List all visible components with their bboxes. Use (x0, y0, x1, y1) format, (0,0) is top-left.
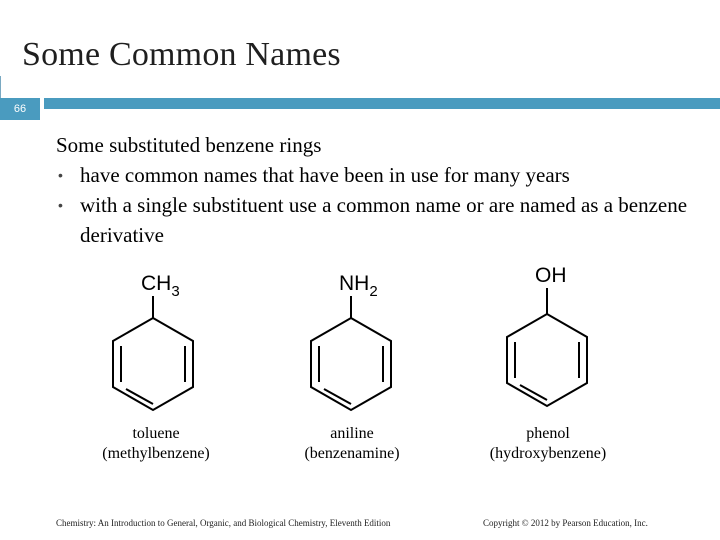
bullet-icon: • (58, 167, 63, 183)
molecule-alt-name: (methylbenzene) (102, 445, 210, 462)
molecule-alt-name: (benzenamine) (304, 445, 400, 462)
phenol-structure (490, 262, 610, 412)
bullet-item-2 (56, 190, 696, 250)
substituent-label: CH (141, 272, 172, 295)
slide-number: 66 (0, 98, 40, 120)
svg-text:CH3 (141, 272, 180, 300)
toluene-caption (66, 424, 246, 464)
footer-copyright: Copyright © 2012 by Pearson Education, Inc. (483, 518, 648, 528)
phenol-caption (458, 424, 638, 464)
benzene-ring-icon (294, 262, 414, 412)
molecule-name: aniline (330, 425, 374, 442)
lead-text: Some substituted benzene rings (56, 133, 322, 157)
bullet-item-1 (56, 160, 696, 190)
accent-bar (44, 98, 720, 109)
benzene-ring-icon (490, 262, 610, 412)
molecule-name: phenol (526, 425, 570, 442)
bullet-text: with a single substituent use a common name or are named as a benzene derivative (80, 193, 688, 247)
slide-title: Some Common Names (22, 36, 341, 73)
molecule-alt-name: (hydroxybenzene) (489, 445, 607, 462)
molecule-name: toluene (132, 425, 180, 442)
svg-text:NH2 (339, 272, 378, 300)
aniline-caption (262, 424, 442, 464)
footer-book-title: Chemistry: An Introduction to General, Organic, and Biological Chemistry, Eleventh Edition (56, 518, 391, 528)
substituent-label: NH (339, 272, 370, 295)
substituent-subscript: 3 (171, 283, 180, 300)
body-text (56, 130, 696, 250)
substituent-subscript: 2 (369, 283, 378, 300)
aniline-structure (294, 262, 414, 412)
bullet-text: have common names that have been in use for many years (80, 163, 570, 187)
benzene-ring-icon (96, 262, 216, 412)
toluene-structure (96, 262, 216, 412)
bullet-icon: • (58, 197, 63, 213)
substituent-label: OH (535, 264, 567, 287)
